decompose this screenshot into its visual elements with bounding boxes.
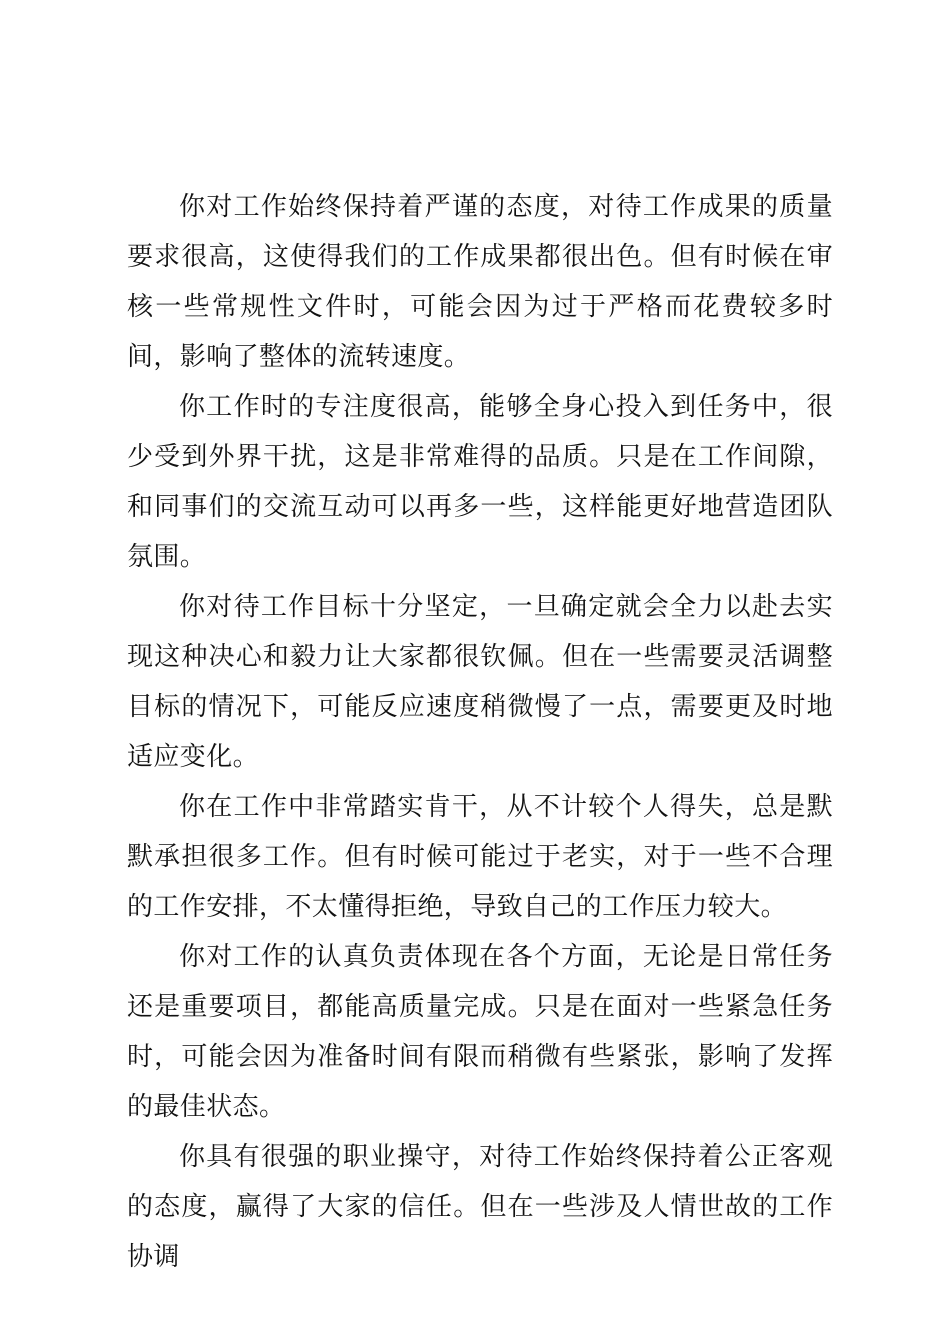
paragraph: 你对待工作目标十分坚定，一旦确定就会全力以赴去实现这种决心和毅力让大家都很钦佩。但在一些需要灵活调整目标的情况下，可能反应速度稍微慢了一点，需要更及时地适应变化。 [127,592,833,772]
paragraph: 你工作时的专注度很高，能够全身心投入到任务中，很少受到外界干扰，这是非常难得的品质。只是在工作间隙，和同事们的交流互动可以再多一些，这样能更好地营造团队氛围。 [127,392,833,572]
paragraph: 你对工作的认真负责体现在各个方面，无论是日常任务还是重要项目，都能高质量完成。只是在面对一些紧急任务时，可能会因为准备时间有限而稍微有些紧张，影响了发挥的最佳状态。 [127,942,833,1122]
paragraph: 你对工作始终保持着严谨的态度，对待工作成果的质量要求很高，这使得我们的工作成果都很出色。但有时候在审核一些常规性文件时，可能会因为过于严格而花费较多时间，影响了整体的流转速度。 [127,192,833,372]
paragraph: 你在工作中非常踏实肯干，从不计较个人得失，总是默默承担很多工作。但有时候可能过于老实，对于一些不合理的工作安排，不太懂得拒绝，导致自己的工作压力较大。 [127,792,833,922]
document-body [127,182,833,1282]
paragraph: 你具有很强的职业操守，对待工作始终保持着公正客观的态度，赢得了大家的信任。但在一些涉及人情世故的工作协调 [127,1142,833,1272]
